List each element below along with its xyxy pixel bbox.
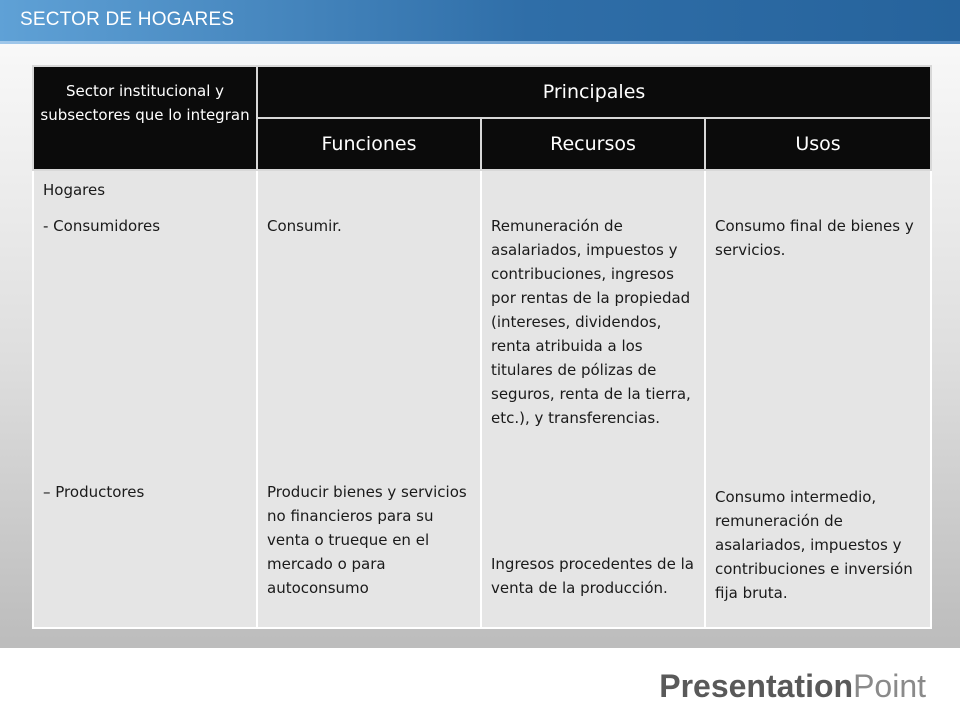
sector-cell — [33, 170, 257, 628]
recursos-header: Recursos — [481, 118, 705, 170]
table-header-row — [33, 66, 931, 118]
logo-light-text: Point — [853, 668, 926, 704]
recursos-cell — [481, 170, 705, 628]
sector-table — [32, 65, 932, 629]
usos-cell — [705, 170, 931, 628]
funciones-consumidores: Consumir. — [267, 217, 342, 235]
slide-title: SECTOR DE HOGARES — [20, 9, 235, 30]
sector-column-header: Sector institucional y subsectores que lo integran — [33, 66, 257, 170]
funciones-cell — [257, 170, 481, 628]
sector-productores: – Productores — [43, 483, 145, 501]
funciones-productores: Producir bienes y servicios no financieros para su venta o trueque en el mercado o para autoconsumo — [267, 483, 467, 597]
presentationpoint-logo — [659, 668, 926, 705]
principales-header: Principales — [257, 66, 931, 118]
recursos-productores: Ingresos procedentes de la venta de la producción. — [491, 555, 694, 597]
usos-header: Usos — [705, 118, 931, 170]
usos-consumidores: Consumo final de bienes y servicios. — [715, 217, 914, 259]
logo-bold-text: Presentation — [659, 668, 854, 704]
usos-productores: Consumo intermedio, remuneración de asalariados, impuestos y contribuciones e inversión fija bruta. — [715, 488, 913, 602]
funciones-header: Funciones — [257, 118, 481, 170]
sector-consumidores: - Consumidores — [43, 217, 161, 235]
header-bar — [0, 0, 960, 44]
sector-hogares: Hogares — [43, 181, 106, 199]
table-row — [33, 170, 931, 628]
recursos-consumidores: Remuneración de asalariados, impuestos y contribuciones, ingresos por rentas de la propiedad (intereses, dividendos, renta atribuida a los titulares de pólizas de seguros, renta de la tierra, etc.), y transferencias. — [491, 217, 691, 427]
